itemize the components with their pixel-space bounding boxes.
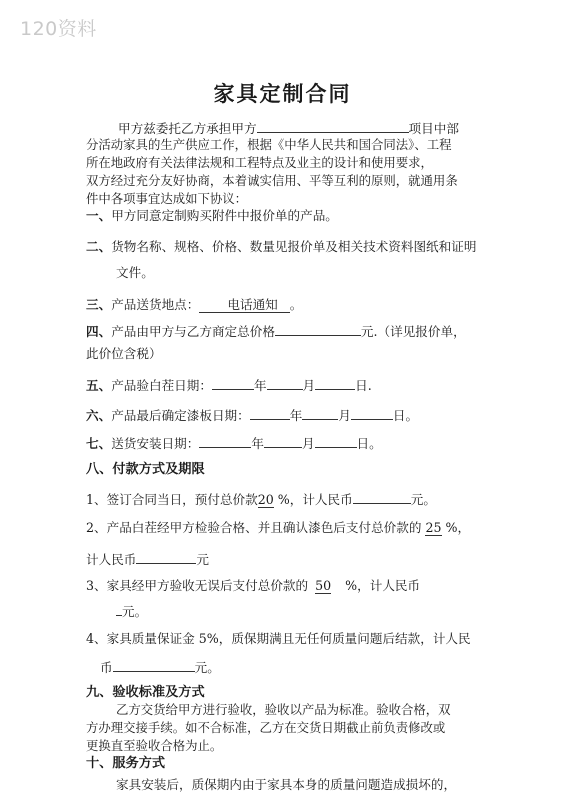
year-label: 年 xyxy=(251,436,264,451)
clause-5 xyxy=(86,375,486,395)
day-label: 日。 xyxy=(392,408,419,423)
project-name-blank xyxy=(257,118,409,133)
amount-blank xyxy=(136,549,196,564)
clause-2-cont: 文件。 xyxy=(116,265,154,280)
clause-text: 产品验白茬日期： xyxy=(111,378,212,393)
clause-1 xyxy=(86,207,486,225)
payment-3-cont xyxy=(116,601,176,621)
sec9-line-1: 乙方交货给甲方进行验收，验收以产品为标准。验收合格，双 xyxy=(116,702,451,717)
clause-text: 产品最后确定漆板日期： xyxy=(111,408,250,423)
total-price-blank xyxy=(275,321,361,336)
payment-text: 币 xyxy=(100,660,113,675)
page-title: 家具定制合同 xyxy=(213,81,352,106)
clause-text: 。 xyxy=(289,297,303,312)
payment-4-cont xyxy=(100,657,300,677)
month-label: 月 xyxy=(302,378,316,393)
intro-line-2: 分活动家具的生产供应工作，根据《中华人民共和国合同法》、工程 xyxy=(86,137,452,152)
section-10-heading: 十、服务方式 xyxy=(86,756,166,771)
year-blank xyxy=(250,405,290,420)
clause-number: 二、 xyxy=(86,239,112,254)
payment-text: 3、家具经甲方验收无误后支付总价款的 xyxy=(86,578,309,593)
clause-2 xyxy=(86,238,486,256)
intro-line-4: 双方经过充分友好协商，本着诚实信用、平等互利的原则，就通用条 xyxy=(86,173,458,188)
payment-text: 元。 xyxy=(410,492,436,507)
payment-2-cont xyxy=(86,549,486,569)
month-label: 月 xyxy=(301,436,315,451)
clause-text: 货物名称、规格、价格、数量见报价单及相关技术资料图纸和证明 xyxy=(111,239,477,254)
clause-7 xyxy=(86,433,486,453)
clause-4 xyxy=(86,321,486,341)
acceptance-percent: 50 xyxy=(315,578,332,593)
payment-4: 4、家具质量保证金 5%，质保期满且无任何质量问题后结款，计人民 xyxy=(86,631,471,646)
month-blank xyxy=(264,433,302,448)
amount-blank xyxy=(353,489,411,504)
year-label: 年 xyxy=(253,378,267,393)
payment-text: 2、产品白茬经甲方检验合格、并且确认漆色后支付总价款的 xyxy=(86,520,422,535)
intro-text: 项目中部 xyxy=(408,121,459,136)
payment-text: %，计人民币 xyxy=(345,578,421,593)
clause-number: 三、 xyxy=(86,297,112,312)
intro-text: 甲方兹委托乙方承担甲方 xyxy=(118,121,257,136)
white-stage-percent: 25 xyxy=(425,520,442,535)
payment-text: %， xyxy=(445,520,471,535)
prepay-percent: 20 xyxy=(257,492,274,507)
clause-text: 产品由甲方与乙方商定总价格 xyxy=(111,324,275,339)
amount-blank xyxy=(113,657,195,672)
day-blank xyxy=(351,405,393,420)
clause-3 xyxy=(86,296,486,314)
clause-number: 六、 xyxy=(86,408,112,423)
day-blank xyxy=(315,433,357,448)
year-blank xyxy=(212,375,254,390)
payment-text: 计人民币 xyxy=(86,552,137,567)
section-9-heading: 九、验收标准及方式 xyxy=(86,685,205,700)
payment-1 xyxy=(86,489,486,509)
clause-number: 四、 xyxy=(86,324,112,339)
intro-line-5: 件中各项事宜达成如下协议： xyxy=(86,191,248,206)
clause-6 xyxy=(86,405,486,425)
clause-text: 元.（详见报价单， xyxy=(360,324,466,339)
payment-text: 1、签订合同当日，预付总价款 xyxy=(86,492,258,507)
intro-line-3: 所在地政府有关法律法规和工程特点及业主的设计和使用要求， xyxy=(86,155,433,170)
delivery-location-value: 电话通知 xyxy=(199,297,289,313)
clause-4-cont: 此价位含税） xyxy=(86,346,162,361)
payment-text: 元。 xyxy=(194,660,220,675)
day-blank xyxy=(315,375,355,390)
sec10-line-1: 家具安装后，质保期内由于家具本身的质量问题造成损坏的， xyxy=(116,777,457,792)
section-8-heading: 八、付款方式及期限 xyxy=(86,462,205,477)
clause-text: 产品送货地点： xyxy=(111,297,200,312)
payment-2 xyxy=(86,519,486,537)
clause-number: 五、 xyxy=(86,378,112,393)
clause-number: 一、 xyxy=(86,208,112,223)
sec9-line-3: 更换直至验收合格为止。 xyxy=(86,738,223,753)
year-blank xyxy=(199,433,251,448)
day-label: 日. xyxy=(355,378,372,393)
clause-text: 送货安装日期： xyxy=(111,436,200,451)
payment-3 xyxy=(86,577,486,595)
watermark: 120资料 xyxy=(20,18,97,40)
year-label: 年 xyxy=(289,408,303,423)
sec9-line-2: 方办理交接手续。如不合标准，乙方在交货日期截止前负责修改或 xyxy=(86,720,446,735)
clause-text: 甲方同意定制购买附件中报价单的产品。 xyxy=(111,208,338,223)
payment-text: 元。 xyxy=(122,604,148,619)
day-label: 日。 xyxy=(356,436,382,451)
clause-number: 七、 xyxy=(86,436,112,451)
payment-text: 元 xyxy=(196,552,209,567)
intro-line-1 xyxy=(118,118,488,138)
month-blank xyxy=(302,405,338,420)
month-label: 月 xyxy=(338,408,351,423)
payment-text: %，计人民币 xyxy=(277,492,353,507)
month-blank xyxy=(267,375,303,390)
